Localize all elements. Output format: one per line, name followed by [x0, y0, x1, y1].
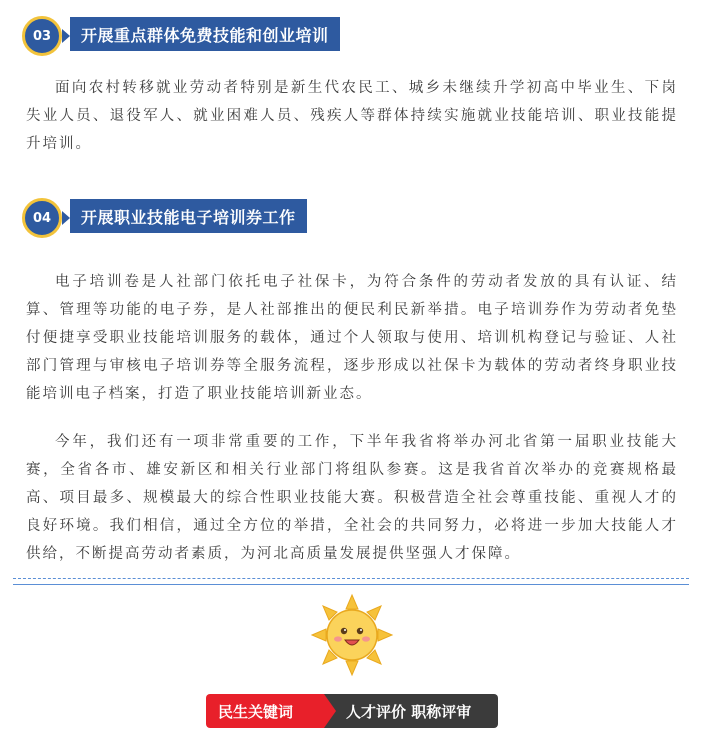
paragraph-skills-competition: 今年，我们还有一项非常重要的工作，下半年我省将举办河北省第一届职业技能大赛，全省各市、雄安新区和相关行业部门将组队参赛。这是我省首次举办的竞赛规格最高、项目最多、规模最大的综合性职业技能大赛。积极营造全社会尊重技能、重视人才的良好环境。我们相信，通过全方位的举措，全社会的共同努力，必将进一步加大技能人才供给，不断提高劳动者素质，为河北高质量发展提供坚强人才保障。	[26, 434, 678, 562]
keyword-label: 民生关键词	[218, 702, 294, 721]
badge-arrow-icon	[62, 211, 70, 225]
tag-arrow-icon	[324, 694, 336, 728]
keyword-label-tag	[206, 694, 324, 728]
section-number: 04	[32, 210, 52, 226]
section-title: 开展重点群体免费技能和创业培训	[81, 25, 329, 45]
section-number-badge	[22, 198, 62, 238]
section-title-bar	[70, 17, 340, 51]
sun-mascot-icon	[310, 593, 394, 677]
section-number: 03	[32, 28, 52, 44]
section-number-badge	[22, 16, 62, 56]
paragraph-e-voucher: 电子培训卷是人社部门依托电子社保卡，为符合条件的劳动者发放的具有认证、结算、管理等功能的电子券，是人社部推出的便民利民新举措。电子培训券作为劳动者免垫付便捷享受职业技能培训服务的载体，通过个人领取与使用、培训机构登记与验证、人社部门管理与审核电子培训券等全服务流程，逐步形成以社保卡为载体的劳动者终身职业技能培训电子档案，打造了职业技能培训新业态。	[26, 274, 678, 402]
divider-solid	[13, 584, 689, 585]
keywords-tag	[324, 694, 498, 728]
section-title: 开展职业技能电子培训券工作	[81, 207, 296, 227]
badge-arrow-icon	[62, 29, 70, 43]
section-title-bar	[70, 199, 307, 233]
divider-dashed	[13, 578, 689, 579]
footer-keyword-tags	[206, 694, 498, 728]
keywords-text: 人才评价 职称评审	[346, 702, 472, 721]
paragraph-training-groups: 面向农村转移就业劳动者特别是新生代农民工、城乡未继续升学初高中毕业生、下岗失业人员、退役军人、就业困难人员、残疾人等群体持续实施就业技能培训、职业技能提升培训。	[26, 80, 678, 152]
